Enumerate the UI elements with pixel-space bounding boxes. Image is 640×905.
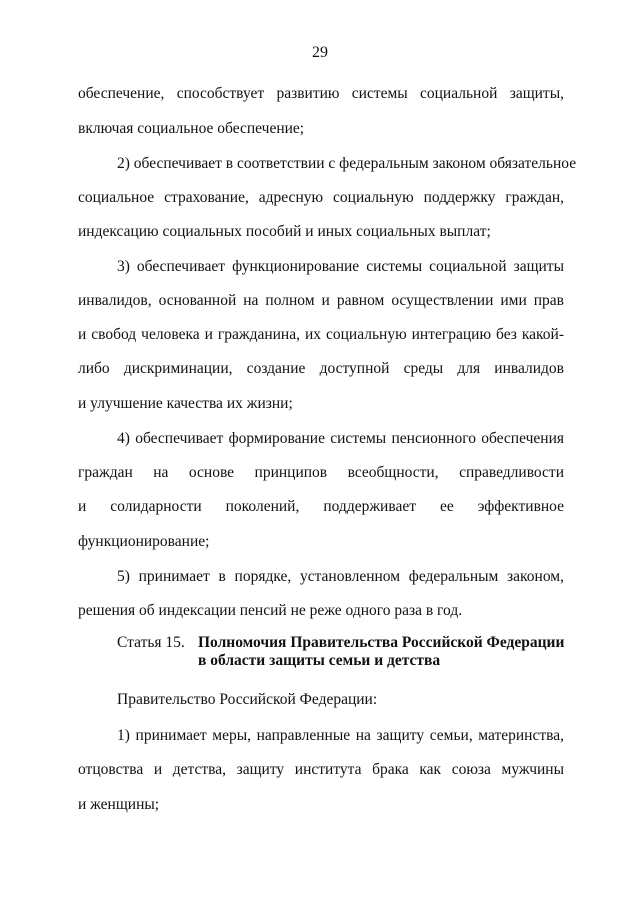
paragraph-line: включая социальное обеспечение; (78, 120, 305, 137)
article-title-line: в области защиты семьи и детства (198, 652, 441, 669)
paragraph-line: инвалидов, основанной на полном и равном осуществлении ими прав (78, 292, 564, 309)
article-label: Статья 15. (117, 634, 185, 651)
paragraph-line: и улучшение качества их жизни; (78, 395, 293, 412)
page-number: 29 (312, 44, 328, 61)
paragraph-line: социальное страхование, адресную социальную поддержку граждан, (78, 189, 564, 206)
paragraph-line: 1) принимает меры, направленные на защиту семьи, материнства, (117, 727, 564, 744)
paragraph-line: 4) обеспечивает формирование системы пенсионного обеспечения (117, 430, 564, 447)
paragraph-line: либо дискриминации, создание доступной среды для инвалидов (78, 360, 564, 377)
paragraph-line: 5) принимает в порядке, установленном федеральным законом, (117, 568, 564, 585)
paragraph-line: решения об индексации пенсий не реже одного раза в год. (78, 602, 463, 619)
paragraph-line: граждан на основе принципов всеобщности, справедливости (78, 464, 564, 481)
paragraph-line: обеспечение, способствует развитию системы социальной защиты, (78, 85, 564, 102)
article-title-line: Полномочия Правительства Российской Федерации (198, 634, 565, 651)
paragraph-line: и солидарности поколений, поддерживает ее эффективное (78, 498, 564, 515)
article-title (198, 634, 564, 670)
paragraph-line: и женщины; (78, 796, 160, 813)
paragraph-line: и свобод человека и гражданина, их социальную интеграцию без какой- (78, 326, 564, 343)
paragraph-line: функционирование; (78, 533, 210, 550)
paragraph-line: 2) обеспечивает в соответствии с федеральным законом обязательное (117, 155, 577, 172)
paragraph-line: Правительство Российской Федерации: (117, 691, 378, 708)
paragraph-line: 3) обеспечивает функционирование системы социальной защиты (117, 258, 564, 275)
paragraph-line: отцовства и детства, защиту института брака как союза мужчины (78, 761, 564, 778)
paragraph-line: индексацию социальных пособий и иных социальных выплат; (78, 223, 491, 240)
